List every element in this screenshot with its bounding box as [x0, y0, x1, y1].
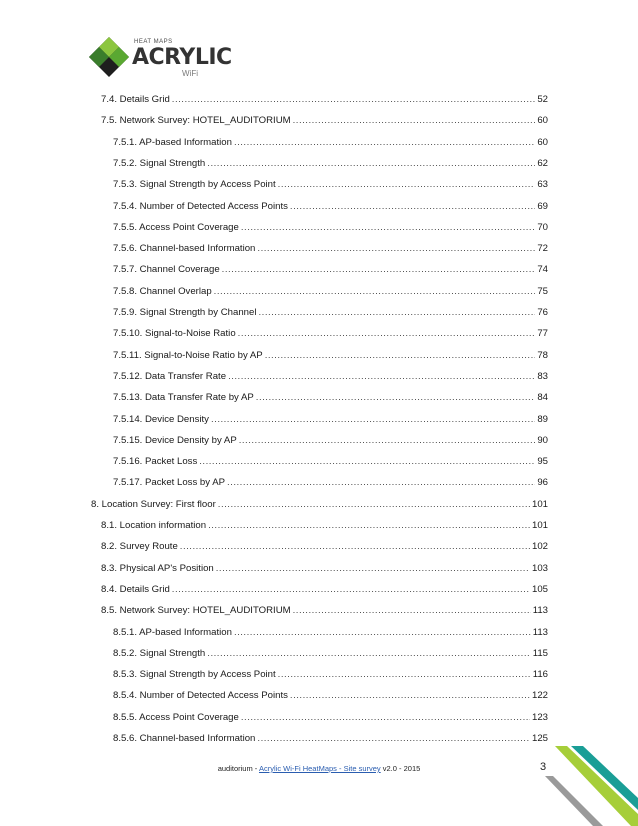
toc-entry-page: 96 — [537, 477, 548, 489]
toc-dot-leader — [278, 179, 536, 190]
toc-dot-leader — [214, 286, 536, 297]
logo-name: ACRYLIC — [132, 45, 232, 70]
toc-entry[interactable] — [113, 712, 548, 726]
toc-entry[interactable] — [101, 584, 548, 598]
toc-entry-page: 84 — [537, 392, 548, 404]
toc-entry-title: 7.5.10. Signal-to-Noise Ratio — [113, 328, 236, 340]
toc-dot-leader — [258, 307, 535, 318]
toc-dot-leader — [199, 456, 535, 467]
toc-entry-page: 103 — [531, 562, 548, 574]
toc-dot-leader — [222, 264, 536, 275]
toc-entry-page: 116 — [532, 669, 548, 681]
toc-entry-title: 7.5.11. Signal-to-Noise Ratio by AP — [113, 349, 263, 361]
toc-entry-page: 105 — [531, 583, 548, 595]
toc-entry-title: 8.4. Details Grid — [101, 583, 170, 595]
toc-entry[interactable] — [113, 264, 548, 278]
toc-entry[interactable] — [113, 392, 548, 406]
footer-link[interactable]: Acrylic Wi-Fi HeatMaps - Site survey — [258, 764, 381, 773]
toc-entry-title: 7.5.5. Access Point Coverage — [113, 221, 239, 233]
toc-entry-title: 8.5. Network Survey: HOTEL_AUDITORIUM — [101, 605, 291, 617]
toc-entry[interactable] — [113, 456, 548, 470]
toc-dot-leader — [234, 627, 531, 638]
toc-entry[interactable] — [113, 435, 548, 449]
toc-dot-leader — [208, 520, 530, 531]
toc-dot-leader — [241, 222, 535, 233]
toc-entry-title: 7.5.1. AP-based Information — [113, 136, 232, 148]
toc-entry[interactable] — [113, 137, 548, 151]
toc-dot-leader — [227, 477, 535, 488]
toc-entry[interactable] — [113, 627, 548, 641]
toc-entry-page: 83 — [537, 370, 548, 382]
toc-dot-leader — [216, 563, 530, 574]
toc-entry[interactable] — [101, 94, 548, 108]
footer-prefix: auditorium - — [217, 764, 259, 773]
toc-entry[interactable] — [91, 499, 548, 513]
toc-entry[interactable] — [101, 541, 548, 555]
toc-entry[interactable] — [113, 648, 548, 662]
toc-entry-page: 101 — [531, 498, 548, 510]
toc-entry-title: 7.5.12. Data Transfer Rate — [113, 370, 227, 382]
corner-stripes-icon — [543, 746, 638, 826]
toc-entry[interactable] — [113, 371, 548, 385]
toc-entry-page: 69 — [537, 200, 548, 212]
toc-entry[interactable] — [113, 286, 548, 300]
toc-dot-leader — [218, 499, 530, 510]
toc-entry[interactable] — [113, 158, 548, 172]
toc-entry-title: 8.5.1. AP-based Information — [113, 626, 232, 638]
toc-entry-page: 76 — [537, 307, 548, 318]
toc-dot-leader — [278, 669, 531, 680]
toc-entry-page: 52 — [537, 94, 548, 105]
toc-entry-page: 78 — [537, 349, 548, 361]
logo-tagline: HEAT MAPS — [134, 39, 173, 45]
toc-entry-title: 8.3. Physical AP's Position — [101, 562, 214, 574]
toc-dot-leader — [256, 392, 536, 403]
toc-dot-leader — [257, 243, 535, 254]
toc-entry-page: 102 — [531, 541, 548, 553]
toc-entry-page: 60 — [537, 115, 548, 127]
toc-dot-leader — [172, 94, 536, 105]
toc-entry-page: 113 — [532, 626, 548, 638]
toc-entry-title: 8.1. Location information — [101, 520, 207, 531]
toc-entry-page: 122 — [531, 690, 548, 702]
toc-entry-title: 7.4. Details Grid — [101, 94, 170, 105]
toc-dot-leader — [293, 605, 531, 616]
toc-entry-page: 74 — [537, 264, 548, 276]
logo-subtitle: WiFi — [182, 69, 198, 78]
toc-dot-leader — [234, 137, 535, 148]
toc-dot-leader — [241, 712, 530, 723]
toc-entry-title: 7.5.4. Number of Detected Access Points — [113, 200, 288, 212]
toc-entry-title: 8.2. Survey Route — [101, 541, 178, 553]
toc-dot-leader — [207, 648, 530, 659]
toc-entry-page: 95 — [537, 456, 548, 468]
toc-entry-title: 7.5.8. Channel Overlap — [113, 285, 212, 297]
toc-entry-page: 72 — [537, 243, 548, 255]
toc-dot-leader — [207, 158, 535, 169]
toc-entry-title: 7.5.7. Channel Coverage — [113, 264, 220, 276]
toc-entry-page: 90 — [537, 434, 548, 446]
toc-entry-page: 89 — [537, 413, 548, 425]
acrylic-logo — [86, 34, 232, 82]
toc-entry-page: 113 — [532, 605, 548, 617]
toc-dot-leader — [172, 584, 530, 595]
diamond-logo-icon — [86, 34, 132, 80]
toc-entry-page: 75 — [537, 285, 548, 297]
toc-entry-title: 7.5.13. Data Transfer Rate by AP — [113, 392, 254, 404]
toc-dot-leader — [239, 435, 536, 446]
toc-entry-page: 77 — [537, 328, 548, 340]
toc-entry[interactable] — [113, 414, 548, 428]
toc-dot-leader — [238, 328, 536, 339]
toc-dot-leader — [257, 733, 530, 744]
toc-dot-leader — [290, 690, 530, 701]
toc-entry-title: 8. Location Survey: First floor — [91, 498, 216, 510]
toc-entry-page: 62 — [537, 157, 548, 169]
toc-dot-leader — [290, 201, 535, 212]
toc-entry[interactable] — [101, 115, 548, 129]
toc-entry[interactable] — [101, 605, 548, 619]
toc-entry-title: 7.5. Network Survey: HOTEL_AUDITORIUM — [101, 115, 291, 127]
toc-entry[interactable] — [113, 733, 548, 747]
toc-entry[interactable] — [113, 669, 548, 683]
toc-entry-page: 125 — [531, 733, 548, 744]
toc-entry[interactable] — [101, 520, 548, 534]
toc-entry-title: 8.5.2. Signal Strength — [113, 647, 206, 659]
toc-entry-title: 7.5.6. Channel-based Information — [113, 243, 256, 255]
toc-dot-leader — [228, 371, 535, 382]
toc-entry[interactable] — [113, 201, 548, 215]
toc-entry-title: 7.5.15. Device Density by AP — [113, 434, 237, 446]
toc-entry-title: 7.5.9. Signal Strength by Channel — [113, 307, 257, 318]
page-number: 3 — [540, 761, 547, 773]
toc-dot-leader — [265, 350, 536, 361]
toc-entry-title: 7.5.17. Packet Loss by AP — [113, 477, 225, 489]
toc-entry-title: 8.5.3. Signal Strength by Access Point — [113, 669, 276, 681]
toc-dot-leader — [180, 541, 530, 552]
toc-dot-leader — [293, 115, 536, 126]
toc-entry-title: 8.5.6. Channel-based Information — [113, 733, 256, 744]
toc-entry-page: 70 — [537, 221, 548, 233]
toc-entry-page: 115 — [532, 647, 548, 659]
footer-suffix: v2.0 - 2015 — [380, 764, 421, 773]
toc-entry-page: 63 — [537, 179, 548, 191]
toc-entry[interactable] — [113, 307, 548, 321]
toc-entry-page: 101 — [531, 520, 548, 531]
toc-entry-title: 7.5.2. Signal Strength — [113, 157, 206, 169]
toc-entry-title: 7.5.3. Signal Strength by Access Point — [113, 179, 276, 191]
toc-entry[interactable] — [113, 690, 548, 704]
toc-entry[interactable] — [113, 243, 548, 257]
toc-entry-page: 60 — [537, 136, 548, 148]
toc-entry[interactable] — [113, 222, 548, 236]
toc-entry[interactable] — [113, 350, 548, 364]
toc-entry-page: 123 — [531, 711, 548, 723]
toc-entry[interactable] — [113, 477, 548, 491]
toc-entry-title: 7.5.14. Device Density — [113, 413, 209, 425]
toc-entry-title: 7.5.16. Packet Loss — [113, 456, 198, 468]
toc-dot-leader — [211, 414, 535, 425]
toc-entry[interactable] — [113, 328, 548, 342]
toc-entry[interactable] — [113, 179, 548, 193]
toc-entry-title: 8.5.5. Access Point Coverage — [113, 711, 239, 723]
toc-entry[interactable] — [101, 563, 548, 577]
toc-entry-title: 8.5.4. Number of Detected Access Points — [113, 690, 288, 702]
